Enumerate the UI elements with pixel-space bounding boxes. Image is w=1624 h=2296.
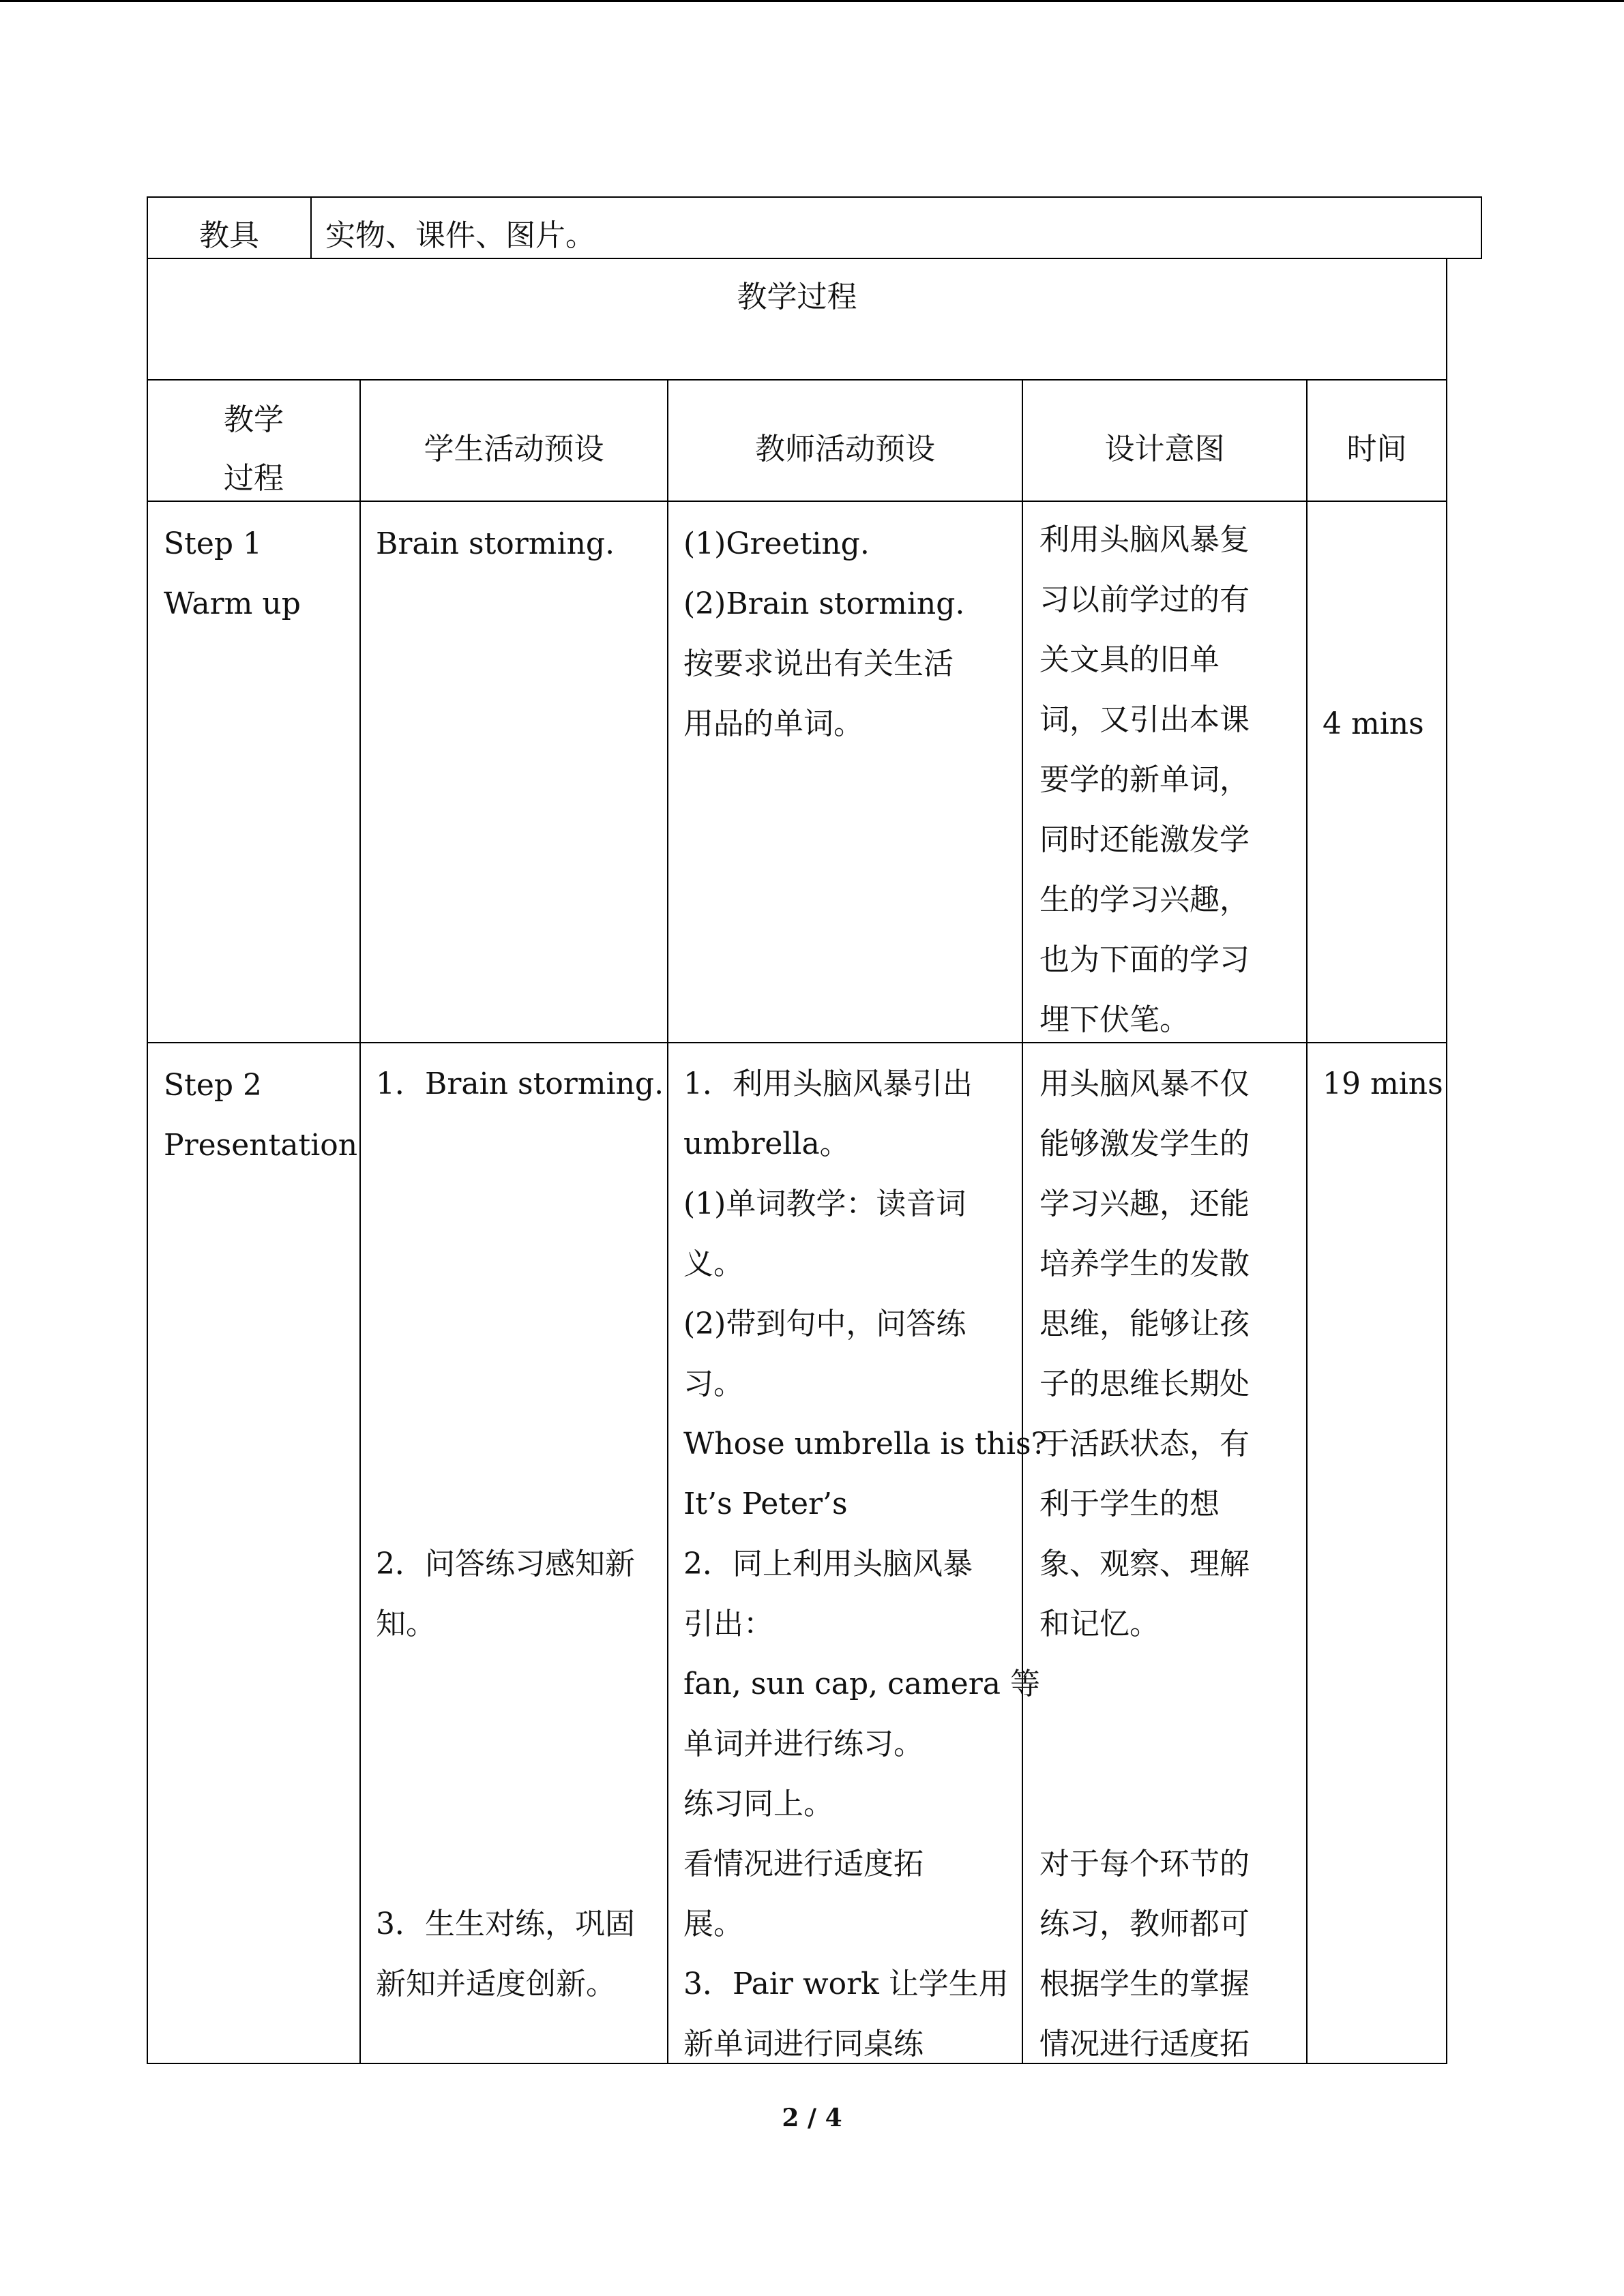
row1-student: Brain storming. (376, 526, 615, 561)
col-divider-1 (359, 379, 361, 2064)
column-header-process-1: 教学 (224, 402, 284, 437)
page-number: 2 / 4 (782, 2104, 842, 2132)
page-top-border (0, 0, 1624, 2)
column-header-intent: 设计意图 (1104, 432, 1225, 466)
row1-step: Step 1 Warm up (164, 526, 301, 621)
row1-teacher: (1)Greeting. (2)Brain storming. 按要求说出有关生活 用品的单词。 (683, 526, 965, 741)
tools-row-divider (310, 196, 312, 259)
column-header-time: 时间 (1346, 432, 1407, 466)
row2-time: 19 mins (1323, 1067, 1443, 1101)
column-header-student: 学生活动预设 (424, 432, 604, 466)
column-header-process-2: 过程 (224, 461, 284, 496)
section-title: 教学过程 (737, 280, 857, 314)
row1-intent: 利用头脑风暴复 习以前学过的有 关文具的旧单 词，又引出本课 要学的新单词， 同时还能激发学 生的学习兴趣， 也为下面的学习 埋下伏笔。 (1039, 522, 1250, 1037)
row2-intent: 用头脑风暴不仅 能够激发学生的 学习兴趣，还能 培养学生的发散 思维，能够让孩 子的思维长期处 于活跃状态，有 利于学生的想 象、观察、理解 和记忆。 对于每个环节的 练习，教师都可 根据学生的掌握 情况进行适度拓 (1039, 1067, 1250, 2061)
section-title-divider (147, 379, 1447, 381)
col-divider-2 (667, 379, 668, 2064)
row2-student: 1．Brain storming. 2．问答练习感知新 知。 3．生生对练，巩固 新知并适度创新。 (376, 1067, 664, 2001)
row2-step: Step 2 Presentation (164, 1068, 358, 1163)
col-divider-4 (1306, 379, 1308, 2064)
tools-label: 教具 (199, 218, 259, 253)
row1-time: 4 mins (1323, 706, 1424, 741)
row2-teacher: 1．利用头脑风暴引出 umbrella。 (1)单词教学：读音词 义。 (2)带到句中，问答练 习。 Whose umbrella is this? It’s Peter’s 2．同上利用头脑风暴 引出： fan, sun cap, camera 等 单词并进行练习。 练习同上。 看情况进行适度拓 展。 3．Pair work 让学生用 新单词进行同桌练 (683, 1067, 1048, 2061)
column-header-teacher: 教师活动预设 (755, 432, 935, 466)
row1-divider (147, 1042, 1447, 1043)
header-row-divider (147, 501, 1447, 502)
tools-value: 实物、课件、图片。 (325, 218, 595, 253)
